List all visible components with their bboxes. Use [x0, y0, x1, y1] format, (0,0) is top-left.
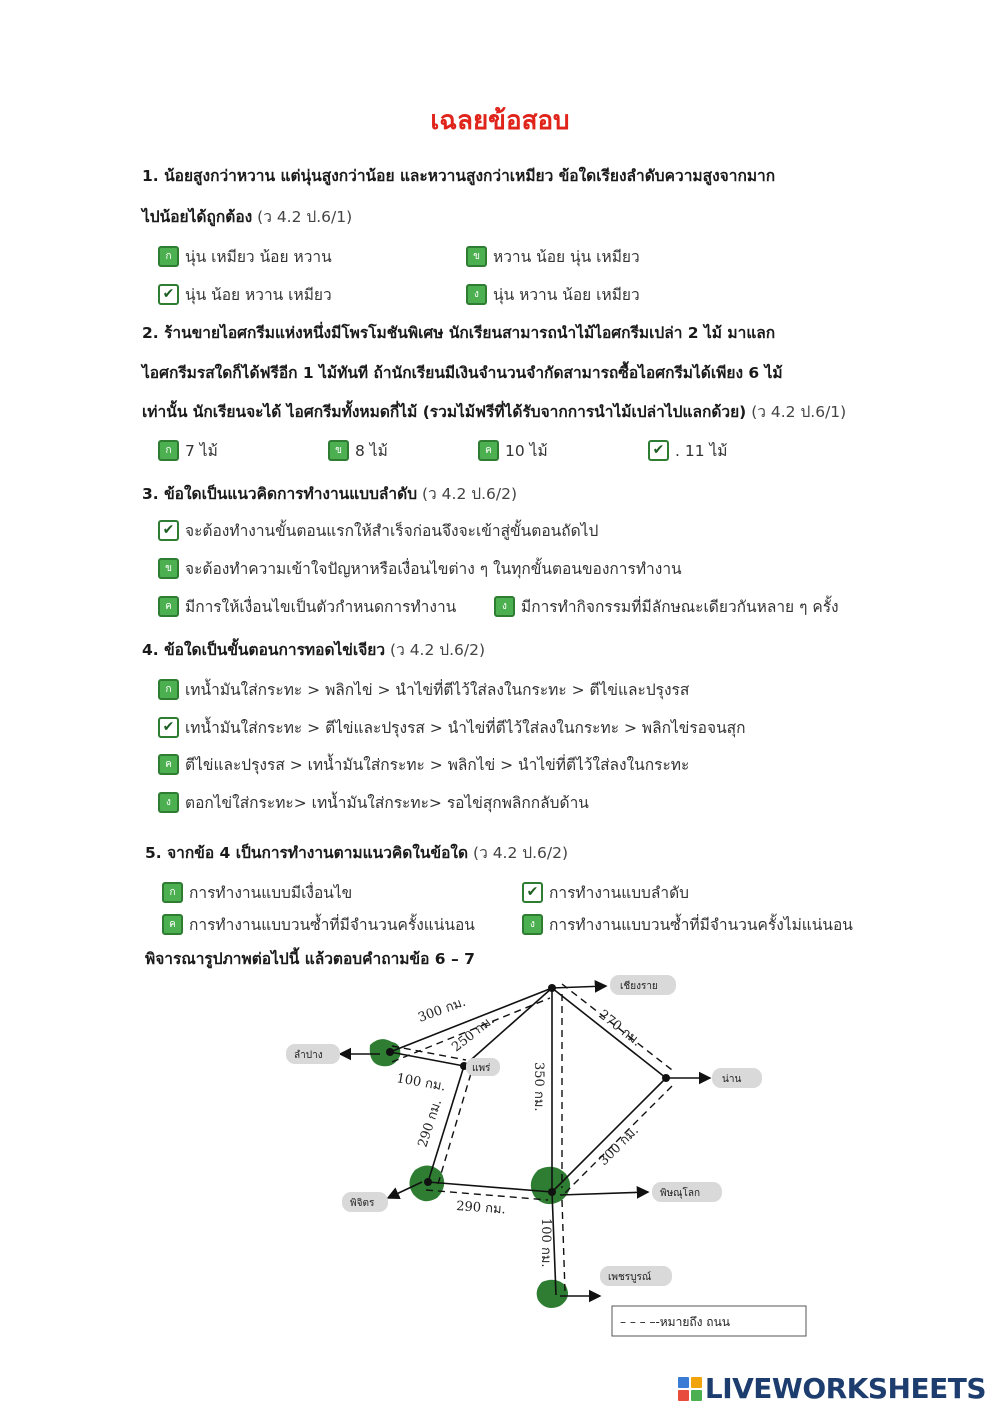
- city-phrae: แพร่: [472, 1063, 491, 1074]
- q1-option-c-checkbox-checked[interactable]: ✔: [158, 284, 179, 305]
- q1-option-b-checkbox[interactable]: ข: [466, 246, 487, 267]
- road-nan-phitsanulok: [552, 1078, 666, 1192]
- node-chiangrai: [548, 984, 556, 992]
- q5-option-b[interactable]: ✔ การทำงานแบบลำดับ: [522, 880, 689, 905]
- q4-option-d-checkbox[interactable]: ง: [158, 792, 179, 813]
- q5-option-a[interactable]: ก การทำงานแบบมีเงื่อนไข: [162, 880, 352, 905]
- phetchabun-province-shape: [537, 1280, 568, 1308]
- city-lampang: ลำปาง: [294, 1050, 323, 1061]
- q3-option-a-checkbox-checked[interactable]: ✔: [158, 520, 179, 541]
- q1-option-b[interactable]: ข หวาน น้อย นุ่น เหมียว: [466, 244, 640, 269]
- map-intro: พิจารณารูปภาพต่อไปนี้ แล้วตอบคำถามข้อ 6 – 7: [145, 950, 475, 968]
- liveworksheets-logo: LIVEWORKSHEETS: [678, 1372, 986, 1405]
- q5-option-c[interactable]: ค การทำงานแบบวนซ้ำที่มีจำนวนครั้งแน่นอน: [162, 912, 475, 937]
- q4-option-a-checkbox[interactable]: ก: [158, 679, 179, 700]
- liveworksheets-logo-icon: [678, 1377, 702, 1401]
- city-phitsanulok: พิษณุโลก: [660, 1188, 701, 1199]
- q5-option-b-checkbox-checked[interactable]: ✔: [522, 882, 543, 903]
- q1-option-d[interactable]: ง นุ่น หวาน น้อย เหมียว: [466, 282, 640, 307]
- q2-option-a-checkbox[interactable]: ก: [158, 440, 179, 461]
- distance-phrae-chiangrai: 250 กม.: [449, 1012, 498, 1056]
- q4-option-c[interactable]: ค ตีไข่และปรุงรส > เทน้ำมันใส่กระทะ > พลิกไข่ > นำไข่ที่ตีไว้ใส่ลงในกระทะ: [158, 752, 689, 777]
- q2-option-c[interactable]: ค 10 ไม้: [478, 438, 548, 463]
- q3-option-d[interactable]: ง มีการทำกิจกรรมที่มีลักษณะเดียวกันหลาย ๆ ครั้ง: [494, 594, 839, 619]
- question-1-line-2: ไปน้อยได้ถูกต้อง (ว 4.2 ป.6/1): [142, 208, 353, 226]
- q1-option-a-checkbox[interactable]: ก: [158, 246, 179, 267]
- node-phitsanulok: [548, 1188, 556, 1196]
- q1-option-c[interactable]: ✔ นุ่น น้อย หวาน เหมียว: [158, 282, 332, 307]
- q3-option-a[interactable]: ✔ จะต้องทำงานขั้นตอนแรกให้สำเร็จก่อนจึงจะเข้าสู่ขั้นตอนถัดไป: [158, 518, 598, 543]
- node-lampang: [386, 1048, 394, 1056]
- city-phetchabun: เพชรบูรณ์: [608, 1272, 652, 1283]
- question-2-line-3: เท่านั้น นักเรียนจะได้ ไอศกรีมทั้งหมดกี่ไม้ (รวมไม้ฟรีที่ได้รับจากการนำไม้เปล่าไปแลกด้วย) (ว 4.2 ป.6/1): [142, 403, 847, 421]
- distance-phrae-phichit: 290 กม.: [415, 1097, 446, 1150]
- q2-option-d[interactable]: ✔ . 11 ไม้: [648, 438, 728, 463]
- legend-text: – – – –-หมายถึง ถนน: [620, 1315, 730, 1329]
- question-5: 5. จากข้อ 4 เป็นการทำงานตามแนวคิดในข้อใด (ว 4.2 ป.6/2): [145, 844, 569, 862]
- node-nan: [662, 1074, 670, 1082]
- city-nan: น่าน: [722, 1074, 742, 1085]
- question-2-line-1: 2. ร้านขายไอศกรีมแห่งหนึ่งมีโพรโมชันพิเศษ นักเรียนสามารถนำไม้ไอศกรีมเปล่า 2 ไม้ มาแลก: [142, 324, 776, 342]
- route-map: [280, 970, 820, 1340]
- q2-option-c-checkbox[interactable]: ค: [478, 440, 499, 461]
- dashed-phitsanulok-phetchabun: [562, 1200, 565, 1292]
- q4-option-b[interactable]: ✔ เทน้ำมันใส่กระทะ > ตีไข่และปรุงรส > นำไข่ที่ตีไว้ใส่ลงในกระทะ > พลิกไข่รอจนสุก: [158, 715, 746, 740]
- q5-option-d[interactable]: ง การทำงานแบบวนซ้ำที่มีจำนวนครั้งไม่แน่นอน: [522, 912, 853, 937]
- arrow-phitsanulok: [560, 1192, 648, 1195]
- q1-option-d-checkbox[interactable]: ง: [466, 284, 487, 305]
- q3-option-c-checkbox[interactable]: ค: [158, 596, 179, 617]
- q5-option-a-checkbox[interactable]: ก: [162, 882, 183, 903]
- q5-option-c-checkbox[interactable]: ค: [162, 914, 183, 935]
- city-chiangrai: เชียงราย: [620, 981, 658, 992]
- arrow-chiangrai: [552, 986, 606, 988]
- question-2-line-2: ไอศกรีมรสใดก็ได้ฟรีอีก 1 ไม้ทันที ถ้านักเรียนมีเงินจำนวนจำกัดสามารถซื้อไอศกรีมได้เพียง 6 ไม้: [142, 364, 783, 382]
- road-lampang-phrae: [390, 1052, 464, 1066]
- question-1-line-1: 1. น้อยสูงกว่าหวาน แต่นุ่นสูงกว่าน้อย และหวานสูงกว่าเหมียว ข้อใดเรียงลำดับความสูงจากมาก: [142, 167, 776, 185]
- q3-option-c[interactable]: ค มีการให้เงื่อนไขเป็นตัวกำหนดการทำงาน: [158, 594, 456, 619]
- q2-option-d-checkbox-checked[interactable]: ✔: [648, 440, 669, 461]
- distance-lampang-chiangrai: 300 กม.: [416, 994, 468, 1026]
- distance-chiangrai-phitsanulok: 350 กม.: [531, 1062, 546, 1112]
- q1-option-a[interactable]: ก นุ่น เหมียว น้อย หวาน: [158, 244, 332, 269]
- distance-chiangrai-nan: 270 กม.: [595, 1007, 644, 1050]
- q2-option-a[interactable]: ก 7 ไม้: [158, 438, 218, 463]
- question-4: 4. ข้อใดเป็นขั้นตอนการทอดไข่เจียว (ว 4.2 ป.6/2): [142, 641, 486, 659]
- question-3: 3. ข้อใดเป็นแนวคิดการทำงานแบบลำดับ (ว 4.2 ป.6/2): [142, 485, 517, 503]
- q4-option-d[interactable]: ง ตอกไข่ใส่กระทะ> เทน้ำมันใส่กระทะ> รอไข่สุกพลิกกลับด้าน: [158, 790, 589, 815]
- q5-option-d-checkbox[interactable]: ง: [522, 914, 543, 935]
- distance-phitsanulok-phetchabun: 100 กม.: [538, 1218, 553, 1268]
- distance-phichit-phitsanulok: 290 กม.: [455, 1199, 507, 1218]
- page-title: เฉลยข้อสอบ: [430, 106, 570, 136]
- q2-option-b[interactable]: ข 8 ไม้: [328, 438, 388, 463]
- node-phichit: [424, 1178, 432, 1186]
- city-phichit: พิจิตร: [350, 1198, 375, 1209]
- distance-nan-phitsanulok: 300 กม.: [596, 1123, 642, 1169]
- distance-lampang-phrae: 100 กม.: [395, 1071, 447, 1095]
- q4-option-b-checkbox-checked[interactable]: ✔: [158, 717, 179, 738]
- road-chiangrai-nan: [552, 988, 666, 1078]
- q4-option-a[interactable]: ก เทน้ำมันใส่กระทะ > พลิกไข่ > นำไข่ที่ตีไว้ใส่ลงในกระทะ > ตีไข่และปรุงรส: [158, 677, 689, 702]
- q4-option-c-checkbox[interactable]: ค: [158, 754, 179, 775]
- q3-option-d-checkbox[interactable]: ง: [494, 596, 515, 617]
- q3-option-b-checkbox[interactable]: ข: [158, 558, 179, 579]
- dashed-phichit-phitsanulok: [426, 1190, 548, 1200]
- q2-option-b-checkbox[interactable]: ข: [328, 440, 349, 461]
- q3-option-b[interactable]: ข จะต้องทำความเข้าใจปัญหาหรือเงื่อนไขต่าง ๆ ในทุกขั้นตอนของการทำงาน: [158, 556, 682, 581]
